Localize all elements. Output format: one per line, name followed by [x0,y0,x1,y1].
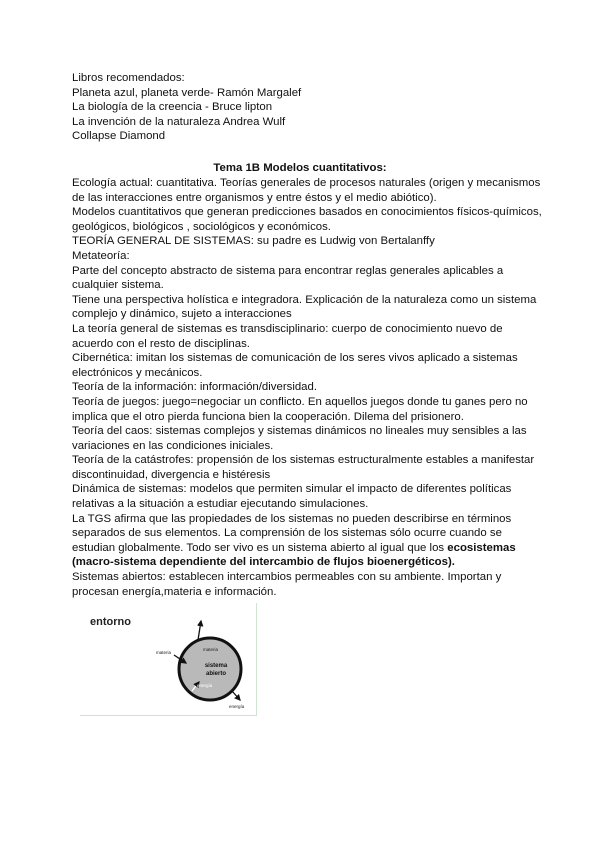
books-heading: Libros recomendados: [72,72,185,84]
paragraph: Parte del concepto abstracto de sistema para encontrar reglas generales aplicables a cualquier sistema. [72,264,504,292]
tgs-text: La TGS afirma que las propiedades de los sistemas no pueden describirse en términos separados de sus elementos. La comprensión de los sistemas sólo ocurre cuando se estudian globalmente. Todo ser vivo es un sistema abierto al igual que los [72,512,512,554]
paragraph: Tiene una perspectiva holística e integradora. Explicación de la naturaleza como un sistema complejo y dinámico, sujeto a interacciones [72,293,537,321]
book-item: La invención de la naturaleza Andrea Wulf [72,115,286,128]
paragraph: Metateoría: [72,249,130,262]
paragraph: Ecología actual: cuantitativa. Teorías generales de procesos naturales (origen y mecanismos de las interacciones entre organismos y entre éstos y el medio abiótico). [72,177,541,204]
center-label-1: sistema [204,663,228,669]
tgs-bold-text: ecosistemas (macro-sistema dependiente del intercambio de flujos bioenergéticos). [72,541,516,569]
label-materia-out: materia [203,647,219,652]
label-energia-in: energía [197,683,213,688]
paragraph: Sistemas abiertos: establecen intercambios permeables con su ambiente. Importan y procesan energía,materia e información. [72,571,502,598]
paragraph: TEORÍA GENERAL DE SISTEMAS: su padre es Ludwig von Bertalanffy [72,235,435,248]
paragraph-tgs [72,512,542,570]
paragraph: Modelos cuantitativos que generan predicciones basados en conocimientos físicos-químicos, geológicos, biológicos , sociológicos y económicos. [72,206,542,233]
paragraph: Teoría de la información: información/diversidad. [72,381,318,394]
section-title: Tema 1B Modelos cuantitativos: [213,162,387,174]
paragraph: Dinámica de sistemas: modelos que permiten simular el impacto de diferentes políticas relativas a la situación a estudiar ejecutando simulaciones. [72,483,512,511]
energia-out-arrow [232,691,240,700]
materia-out-arrow [198,621,201,640]
paragraph: La teoría general de sistemas es transdisciplinario: cuerpo de conocimiento nuevo de acuerdo con el resto de disciplinas. [72,322,503,350]
paragraph: Teoría de la catástrofes: propensión de los sistemas estructuralmente estables a manifestar discontinuidad, divergencia e histéresis [72,454,535,481]
label-materia-in: materia [156,650,172,655]
book-item: Planeta azul, planeta verde- Ramón Margalef [72,86,302,99]
paragraph: Teoría de juegos: juego=negociar un conflicto. En aquellos juegos donde tu ganes pero no implica que el otro pierda funciona bien la cooperación. Dilema del prisionero. [72,395,528,423]
label-energia-out: energía [229,704,245,709]
book-item: La biología de la creencia - Bruce lipton [72,101,273,114]
section-body [72,176,542,599]
paragraph: Cibernética: imitan los sistemas de comunicación de los seres vivos aplicado a sistemas electrónicos y mecánicos. [72,352,518,379]
diagram-svg [80,603,256,715]
open-system-diagram [80,603,257,716]
recommended-books [72,71,542,144]
diagram-title: entorno [90,616,131,628]
book-item: Collapse Diamond [72,130,166,143]
center-label-2: abierto [205,671,227,677]
paragraph: Teoría del caos: sistemas complejos y sistemas dinámicos no lineales muy sensibles a las variaciones en las condiciones iniciales. [72,425,527,452]
